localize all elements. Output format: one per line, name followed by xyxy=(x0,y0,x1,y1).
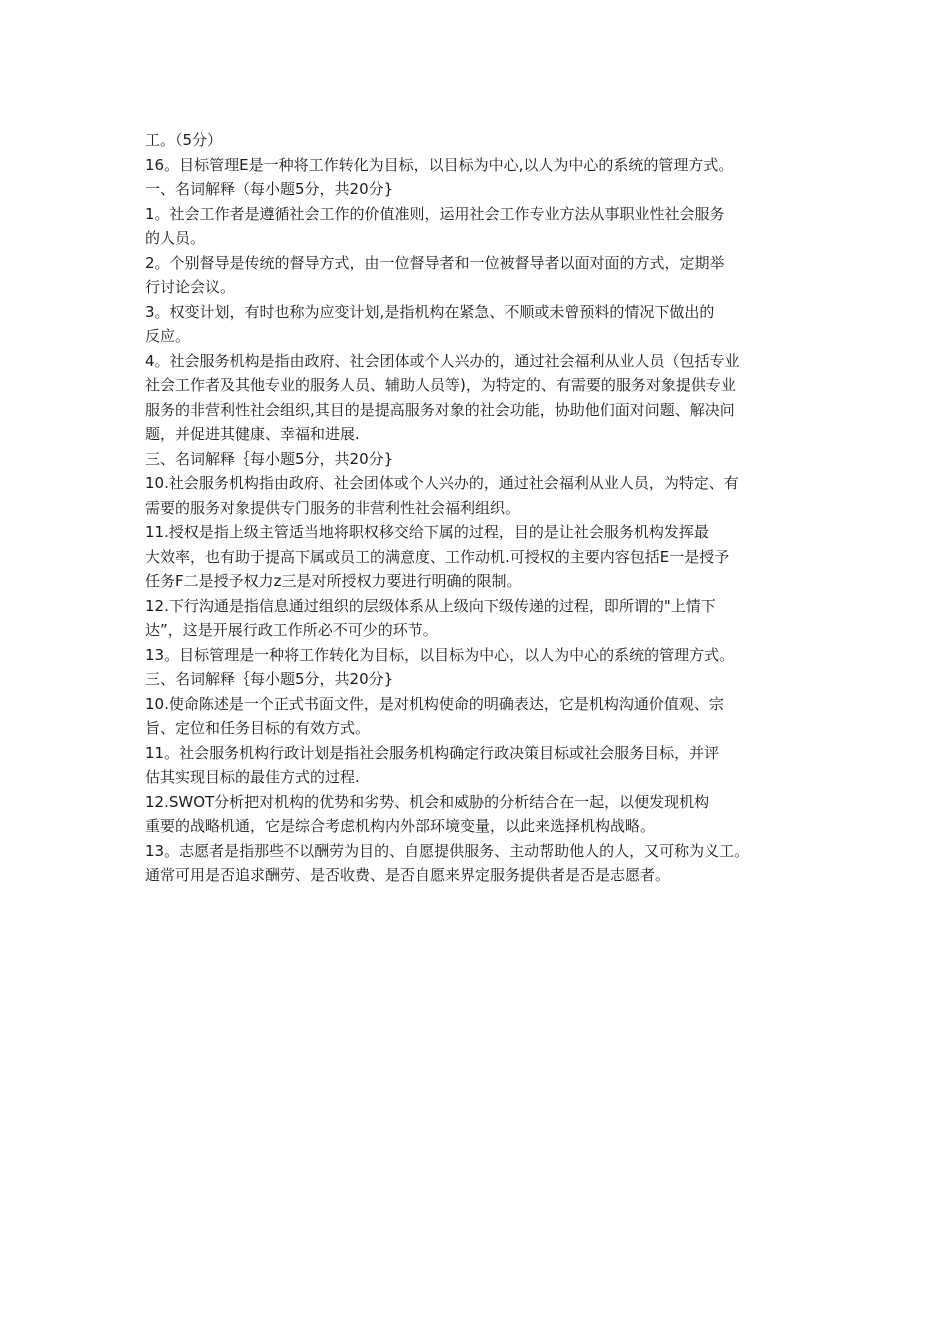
text-line: 4。社会服务机构是指由政府、社会团体或个人兴办的，通过社会福利从业人员（包括专业 xyxy=(145,351,740,370)
text-line: 任务F二是授予权力z三是对所授权力要进行明确的限制。 xyxy=(145,572,522,590)
text-line: 10.社会服务机构指由政府、社会团体或个人兴办的，通过社会福利从业人员，为特定、有 xyxy=(145,474,739,492)
text-line: 12.下行沟通是指信息通过组织的层级体系从上级向下级传递的过程，即所谓的"上情下 xyxy=(145,596,716,615)
text-line: 的人员。 xyxy=(145,229,206,247)
text-line: 大效率，也有助于提高下属或员工的满意度、工作动机.可授权的主要内容包括E一是授予 xyxy=(145,547,730,566)
section-heading: 三、名词解释｛每小题5分，共20分} xyxy=(145,670,394,688)
text-line: 10.使命陈述是一个正式书面文件，是对机构使命的明确表达，它是机构沟通价值观、宗 xyxy=(145,694,724,713)
text-line: 社会工作者及其他专业的服务人员、辅助人员等)，为特定的、有需要的服务对象提供专业 xyxy=(145,376,736,394)
text-line: 13。目标管理是一种将工作转化为目标，以目标为中心，以人为中心的系统的管理方式。 xyxy=(145,645,735,664)
text-line: 达”，这是开展行政工作所必不可少的环节。 xyxy=(145,621,438,639)
text-line: 工。（5分） xyxy=(145,131,223,149)
section-heading: 一、名词解释（每小题5分，共20分} xyxy=(145,180,394,198)
text-line: 11。社会服务机构行政计划是指社会服务机构确定行政决策目标或社会服务目标，并评 xyxy=(145,743,720,762)
section-heading: 三、名词解释｛每小题5分，共20分} xyxy=(145,449,394,468)
text-line: 估其实现目标的最佳方式的过程. xyxy=(145,768,360,786)
text-line: 13。志愿者是指那些不以酬劳为目的、自愿提供服务、主动帮助他人的人，又可称为义工。 xyxy=(145,841,750,860)
text-line: 通常可用是否追求酬劳、是否收费、是否自愿来界定服务提供者是否是志愿者。 xyxy=(145,866,671,884)
text-line: 反应。 xyxy=(145,327,191,345)
text-line: 题，并促进其健康、幸福和进展. xyxy=(145,425,360,443)
text-line: 旨、定位和任务目标的有效方式。 xyxy=(145,719,371,737)
text-line: 2。个别督导是传统的督导方式，由一位督导者和一位被督导者以面对面的方式，定期举 xyxy=(145,253,725,272)
text-line: 1。社会工作者是遵循社会工作的价值准则，运用社会工作专业方法从事职业性社会服务 xyxy=(145,204,725,223)
text-line: 11.授权是指上级主管适当地将职权移交给下属的过程，目的是让社会服务机构发挥最 xyxy=(145,523,709,541)
text-line: 重要的战略机通，它是综合考虑机构内外部环境变量，以此来选择机构战略。 xyxy=(145,817,656,835)
text-line: 16。目标管理E是一种将工作转化为目标，以目标为中心,以人为中心的系统的管理方式。 xyxy=(145,155,734,174)
text-line: 12.SWOT分析把对机构的优势和劣势、机会和威胁的分析结合在一起，以便发现机构 xyxy=(145,792,710,811)
text-line: 需要的服务对象提供专门服务的非营利性社会福利组织。 xyxy=(145,498,521,517)
text-line: 行讨论会议。 xyxy=(145,278,236,296)
text-line: 服务的非营利性社会组织,其目的是提高服务对象的社会功能，协助他们面对问题、解决问 xyxy=(145,400,735,419)
text-line: 3。权变计划，有时也称为应变计划,是指机构在紧急、不顺或未曾预料的情况下做出的 xyxy=(145,302,715,321)
document-body xyxy=(145,128,815,888)
